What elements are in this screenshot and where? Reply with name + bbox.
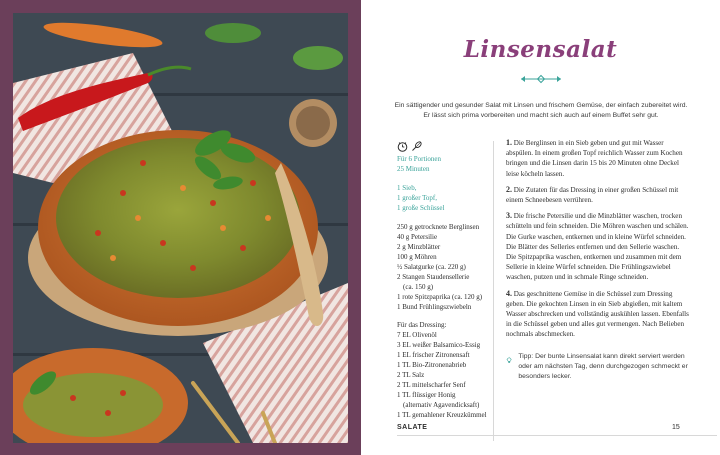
- recipe-steps: [506, 138, 691, 346]
- dressing-item: 1 TL Bio-Zitronenabrieb: [397, 361, 467, 369]
- dressing-item: 1 EL frischer Zitronensaft: [397, 351, 470, 359]
- equipment-item: 1 Sieb,: [397, 184, 417, 192]
- step-4: [506, 289, 691, 340]
- whisk-icon: [411, 141, 422, 152]
- ingredient-item: 1 Bund Frühlingszwiebeln: [397, 303, 472, 311]
- column-divider: [493, 141, 494, 441]
- dressing-item: 3 EL weißer Balsamico-Essig: [397, 341, 481, 349]
- section-label: SALATE: [397, 424, 428, 431]
- ingredient-item: 100 g Möhren: [397, 253, 437, 261]
- lentil-salad-photo: [13, 13, 348, 443]
- ingredient-item: (ca. 150 g): [403, 283, 434, 291]
- lightbulb-icon: [506, 352, 512, 370]
- dressing-item: 1 TL flüssiger Honig: [397, 391, 456, 399]
- dressing-list: [397, 330, 489, 420]
- step-text: Die Zutaten für das Dressing in einer großen Schüssel mit einem Schneebesen verrühren.: [506, 185, 679, 205]
- equipment-item: 1 großer Topf,: [397, 194, 438, 202]
- ornament-divider: [519, 74, 563, 84]
- dressing-item: 7 EL Olivenöl: [397, 331, 437, 339]
- step-number: 2.: [506, 184, 512, 194]
- dressing-heading: Für das Dressing:: [397, 321, 447, 329]
- ingredient-item: 1 rote Spitzpaprika (ca. 120 g): [397, 293, 483, 301]
- footer-rule: [397, 435, 717, 436]
- ingredient-item: 2 g Minzblätter: [397, 243, 441, 251]
- tip-text: Der bunte Linsensalat kann direkt serviert werden oder am nächsten Tag, denn durchgezogen schmeckt er besonders lecker.: [518, 353, 688, 380]
- step-3: [506, 211, 691, 282]
- ingredient-item: 2 Stangen Staudensellerie: [397, 273, 470, 281]
- tip-label: Tipp:: [518, 353, 534, 360]
- meta-icons: [397, 141, 489, 152]
- equipment-list: [397, 183, 489, 213]
- tip-box: [506, 352, 696, 381]
- page-number: 15: [672, 424, 680, 431]
- ingredient-item: 250 g getrocknete Berglinsen: [397, 223, 480, 231]
- clock-icon: [397, 141, 408, 152]
- ingredient-item: 40 g Petersilie: [397, 233, 438, 241]
- recipe-page: [361, 0, 720, 455]
- ingredient-item: ½ Salatgurke (ca. 220 g): [397, 263, 466, 271]
- dressing-item: 1 TL gemahlener Kreuzkümmel: [397, 411, 487, 419]
- step-2: [506, 185, 691, 205]
- step-number: 1.: [506, 138, 512, 147]
- dressing-item: 2 TL Salz: [397, 371, 425, 379]
- dressing-item: (alternativ Agavendicksaft): [403, 401, 480, 409]
- step-1: [506, 138, 691, 179]
- step-number: 3.: [506, 211, 512, 221]
- recipe-title: Linsensalat: [463, 36, 618, 63]
- step-number: 4.: [506, 288, 512, 298]
- ingredient-list: [397, 222, 489, 312]
- time-text: 25 Minuten: [397, 165, 430, 173]
- dressing-item: 2 TL mittelscharfer Senf: [397, 381, 466, 389]
- step-text: Die frische Petersilie und die Minzblätter waschen, trocken schütteln und fein schneiden. Die Möhren waschen und schälen. Die Gurke waschen, entkernen und in kleine Würfel schneiden. Die Blätter des Selleries entfernen und den Sellerie waschen. Die Spitzpaprika waschen, entkernen und zusammen mit dem Sellerie in kleine Würfel schneiden. Die Frühlingszwiebel waschen, putzen und in schmale Ringe schneiden.: [506, 212, 689, 282]
- recipe-meta: [397, 141, 489, 420]
- tip-text-block: [518, 352, 696, 381]
- portions-text: Für 6 Portionen: [397, 155, 441, 163]
- step-text: Das geschnittene Gemüse in die Schüssel zum Dressing geben. Die gekochten Linsen in ein Sieb abgießen, mit kaltem Wasser abschrecken und vollständig auskühlen lassen. Ebenfalls in die Schüssel geben und alles gut vermengen. Nach Belieben nochmals abschmecken.: [506, 289, 689, 339]
- step-text: Die Berglinsen in ein Sieb geben und gut mit Wasser abspülen. In einem großen Topf reichlich Wasser zum Kochen bringen und die Linsen darin 15 bis 20 Minuten ohne Deckel leise köcheln lassen.: [506, 139, 683, 178]
- recipe-intro: Ein sättigender und gesunder Salat mit Linsen und frischem Gemüse, der einfach zubereitet wird. Er lässt sich prima vorbereiten und macht sich auch auf einem Buffet sehr gut.: [394, 102, 688, 119]
- equipment-item: 1 große Schüssel: [397, 204, 445, 212]
